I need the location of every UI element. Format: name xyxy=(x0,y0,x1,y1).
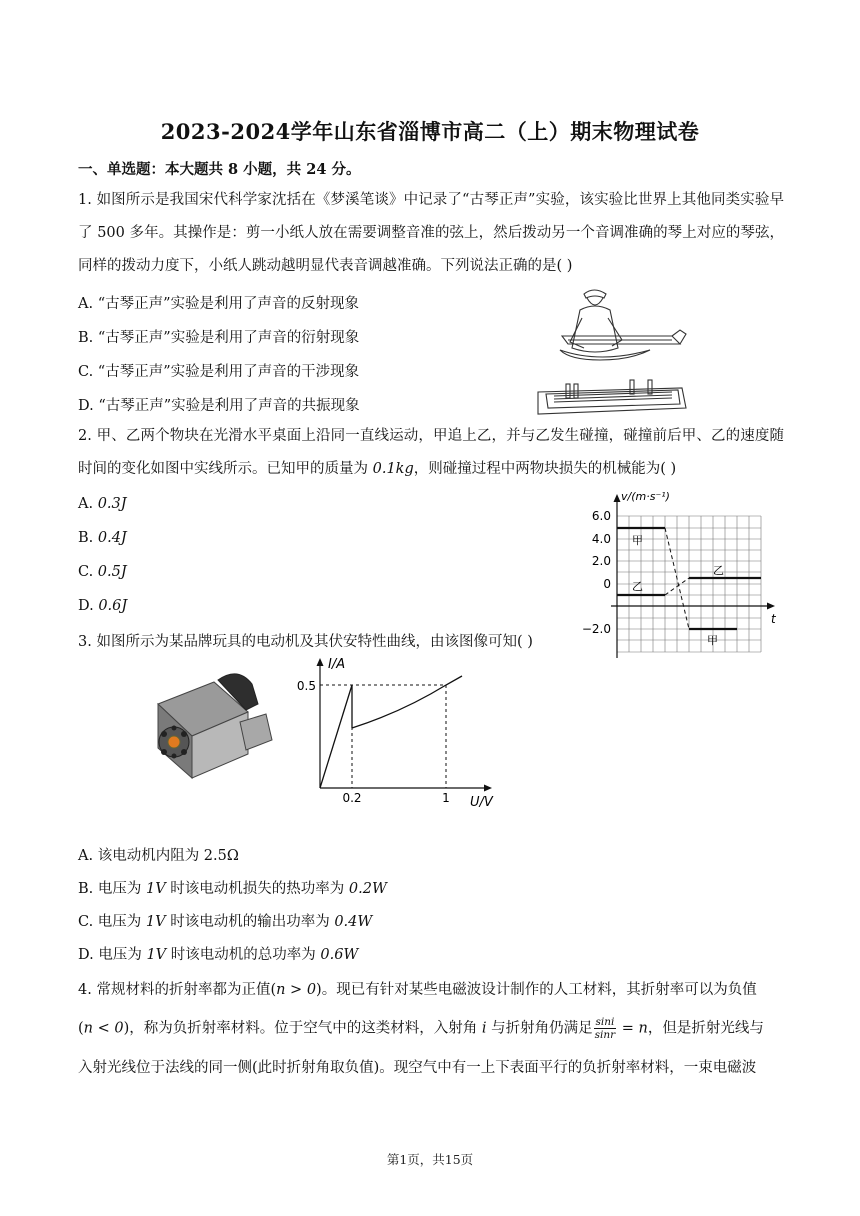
v-axis-label: v/(m·s⁻¹) xyxy=(621,490,670,503)
voltage-axis-label: U/V xyxy=(470,795,493,810)
section-heading: 一、单选题：本大题共 8 小题，共 24 分。 xyxy=(78,161,361,178)
motor-illustration xyxy=(138,664,278,784)
q2-option-a-value: 0.3J xyxy=(97,496,127,512)
voltage-tick-1: 1 xyxy=(442,791,450,805)
q4-line2-c: 与折射角仍满足 xyxy=(486,1020,593,1037)
question-4-line-3: 入射光线位于法线的同一侧(此时折射角取负值)。现空气中有一上下表面平行的负折射率材料，一束电磁波 xyxy=(78,1060,757,1076)
q3-option-c xyxy=(78,910,372,931)
q1-option-d: D. “古琴正声”实验是利用了声音的共振现象 xyxy=(78,398,360,414)
yi-label-after: 乙 xyxy=(713,564,724,577)
q4-snell-fraction xyxy=(594,1016,617,1041)
question-3-stem: 3. 如图所示为某品牌玩具的电动机及其伏安特性曲线，由该图像可知( ) xyxy=(78,634,533,650)
voltage-tick-0-2: 0.2 xyxy=(342,791,362,805)
current-voltage-graph xyxy=(292,652,512,812)
q2-option-b-value: 0.4J xyxy=(97,530,127,546)
q2-option-a-letter: A. xyxy=(78,496,98,512)
q2-option-b xyxy=(78,530,127,546)
q4-n-negative: n < 0 xyxy=(83,1020,124,1037)
q2-stem-part-2: ，则碰撞过程中两物块损失的机械能为( ) xyxy=(413,461,677,477)
q4-incidence-angle: i xyxy=(481,1020,487,1037)
question-4-line-1 xyxy=(78,978,757,999)
q4-line2-b: )，称为负折射率材料。位于空气中的这类材料，入射角 xyxy=(123,1020,482,1037)
q3-option-c-mid: 时该电动机的输出功率为 xyxy=(165,914,335,930)
question-4-line-2 xyxy=(78,1016,764,1041)
q2-option-c xyxy=(78,564,127,580)
question-1-stem: 1. 如图所示是我国宋代科学家沈括在《梦溪笔谈》中记录了“古琴正声”实验，该实验比世界上其他同类实验早了 500 多年。其操作是：剪一小纸人放在需要调整音准的弦上，然后拨动另一个音调准确的琴上对应的琴弦，同样的拨动力度下，小纸人跳动越明显代表音调越准确。下列说法正确的是( ) xyxy=(78,192,784,274)
q4-line2-a: ( xyxy=(78,1020,84,1037)
q3-option-d xyxy=(78,943,358,964)
q2-option-d-value: 0.6J xyxy=(98,598,128,614)
jia-label-after: 甲 xyxy=(707,634,718,647)
q2-stem-part-1: 2. 甲、乙两个物块在光滑水平桌面上沿同一直线运动，甲追上乙，并与乙发生碰撞，碰撞前后甲、乙的速度随时间的变化如图中实线所示。已知甲的质量为 xyxy=(78,428,784,477)
t-axis-label: t xyxy=(771,612,776,626)
q3-option-a: A. 该电动机内阻为 2.5Ω xyxy=(78,848,239,864)
q3-option-c-voltage: 1V xyxy=(145,914,166,930)
q4-n-positive: n > 0 xyxy=(276,982,317,998)
velocity-time-graph xyxy=(575,488,785,660)
q3-option-b xyxy=(78,877,387,898)
q3-option-d-power: 0.6W xyxy=(320,947,359,963)
q3-option-d-voltage: 1V xyxy=(146,947,167,963)
q4-fraction-denominator: sinr xyxy=(594,1029,616,1041)
yi-label-before: 乙 xyxy=(632,580,643,593)
guqin-illustration xyxy=(532,280,692,420)
q3-option-b-power: 0.2W xyxy=(348,881,387,897)
q2-option-d-letter: D. xyxy=(78,598,99,614)
q2-mass-value: 0.1kg xyxy=(372,461,414,477)
q4-line1-a: 4. 常规材料的折射率都为正值( xyxy=(78,982,277,998)
q3-option-d-pre: D. 电压为 xyxy=(78,947,147,963)
q3-option-c-power: 0.4W xyxy=(334,914,373,930)
q1-option-c: C. “古琴正声”实验是利用了声音的干涉现象 xyxy=(78,364,360,380)
q3-option-b-mid: 时该电动机损失的热功率为 xyxy=(165,881,349,897)
v-tick-6: 6.0 xyxy=(591,509,611,523)
q2-option-c-letter: C. xyxy=(78,564,98,580)
q4-fraction-numerator: sini xyxy=(595,1016,615,1028)
q4-equals-n: = n xyxy=(617,1020,648,1037)
v-tick-0: 0 xyxy=(603,577,611,591)
q3-option-b-pre: B. 电压为 xyxy=(78,881,146,897)
jia-label-before: 甲 xyxy=(632,534,643,547)
q4-line2-d: ，但是折射光线与 xyxy=(647,1020,764,1037)
q2-option-d xyxy=(78,598,127,614)
q2-option-a xyxy=(78,496,127,512)
v-tick-4: 4.0 xyxy=(591,532,611,546)
q3-option-c-pre: C. 电压为 xyxy=(78,914,146,930)
q1-option-a: A. “古琴正声”实验是利用了声音的反射现象 xyxy=(78,296,360,312)
current-tick-0-5: 0.5 xyxy=(296,679,316,693)
v-tick-neg2: −2.0 xyxy=(581,622,611,636)
q2-option-b-letter: B. xyxy=(78,530,98,546)
current-axis-label: I/A xyxy=(328,657,346,672)
v-tick-2: 2.0 xyxy=(591,554,611,568)
q3-option-d-mid: 时该电动机的总功率为 xyxy=(166,947,321,963)
q4-line1-b: )。现已有针对某些电磁波设计制作的人工材料，其折射率可以为负值 xyxy=(316,982,757,998)
q2-option-c-value: 0.5J xyxy=(97,564,127,580)
page-number: 第1页，共15页 xyxy=(386,1152,474,1167)
q1-option-b: B. “古琴正声”实验是利用了声音的衍射现象 xyxy=(78,330,360,346)
question-2-stem xyxy=(78,420,784,486)
q3-option-b-voltage: 1V xyxy=(145,881,166,897)
page-title: 2023-2024学年山东省淄博市高二（上）期末物理试卷 xyxy=(160,119,700,144)
